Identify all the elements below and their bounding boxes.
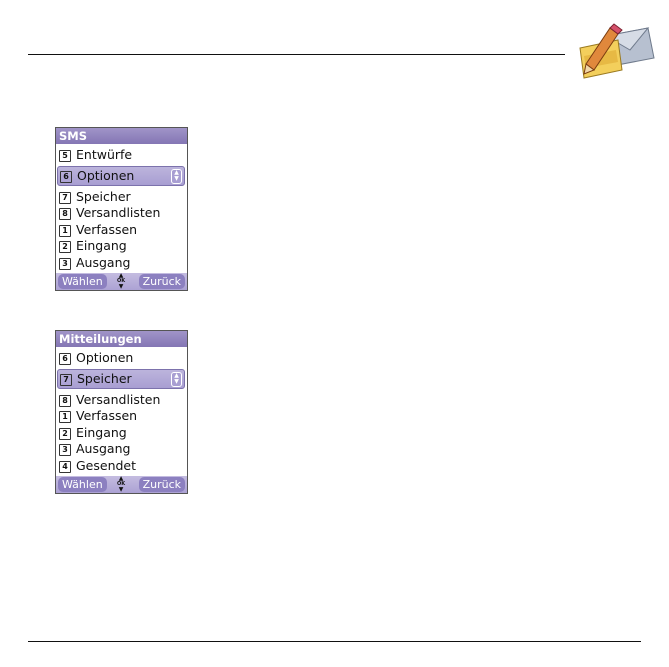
number-key-icon: 7 (60, 374, 72, 386)
menu-item-label: Speicher (77, 370, 132, 386)
softkey-bar (56, 476, 187, 493)
number-key-icon: 5 (59, 150, 71, 162)
back-softkey[interactable]: Zurück (139, 274, 185, 289)
number-key-icon: 2 (59, 428, 71, 440)
header-rule (28, 54, 565, 55)
screen-title: SMS (56, 128, 187, 144)
menu-item-label: Optionen (77, 167, 135, 183)
menu-item-label: Ausgang (76, 254, 131, 270)
nav-ok-icon[interactable]: ▲ OK ▼ (116, 475, 126, 493)
menu-item-verfassen[interactable] (56, 408, 187, 425)
menu-item-optionen[interactable] (57, 166, 185, 186)
menu-item-entwuerfe[interactable] (56, 147, 187, 164)
back-softkey[interactable]: Zurück (139, 477, 185, 492)
menu-item-label: Eingang (76, 238, 127, 253)
nav-ok-icon[interactable]: ▲ OK ▼ (116, 272, 126, 290)
menu-item-label: Verfassen (76, 408, 138, 423)
menu-item-eingang[interactable] (56, 238, 187, 255)
menu-item-label: Ausgang (76, 441, 131, 456)
menu-item-label: Eingang (76, 424, 127, 440)
menu-item-speicher[interactable] (57, 369, 185, 389)
menu-item-label: Speicher (76, 188, 131, 204)
menu-item-ausgang[interactable] (56, 441, 187, 458)
menu-item-speicher[interactable] (56, 189, 187, 206)
menu-item-label: Versandlisten (76, 391, 161, 407)
number-key-icon: 1 (59, 411, 71, 423)
menu-item-label: Entwürfe (76, 147, 133, 162)
menu-item-label: Verfassen (76, 221, 138, 237)
menu-item-label: Versandlisten (76, 205, 161, 220)
menu-item-label: Optionen (76, 350, 134, 365)
menu-item-eingang[interactable] (56, 425, 187, 442)
scroll-arrows-icon: ▲ ▼ (171, 169, 182, 184)
ok-label: OK (116, 278, 126, 284)
messages-menu-screen (55, 330, 188, 494)
screen-title: Mitteilungen (56, 331, 187, 347)
number-key-icon: 8 (59, 395, 71, 407)
footer-rule (28, 641, 641, 642)
menu-item-versandlisten[interactable] (56, 392, 187, 409)
menu-list (56, 350, 187, 474)
menu-list (56, 147, 187, 271)
number-key-icon: 3 (59, 444, 71, 456)
softkey-bar (56, 273, 187, 290)
number-key-icon: 7 (59, 192, 71, 204)
number-key-icon: 4 (59, 461, 71, 473)
number-key-icon: 2 (59, 241, 71, 253)
number-key-icon: 8 (59, 208, 71, 220)
menu-item-optionen[interactable] (56, 350, 187, 367)
number-key-icon: 3 (59, 258, 71, 270)
number-key-icon: 6 (59, 353, 71, 365)
ok-label: OK (116, 481, 126, 487)
scroll-arrows-icon: ▲ ▼ (171, 372, 182, 387)
menu-item-verfassen[interactable] (56, 222, 187, 239)
select-softkey[interactable]: Wählen (58, 477, 107, 492)
select-softkey[interactable]: Wählen (58, 274, 107, 289)
menu-item-label: Gesendet (76, 457, 137, 473)
menu-item-versandlisten[interactable] (56, 205, 187, 222)
sms-menu-screen (55, 127, 188, 291)
number-key-icon: 6 (60, 171, 72, 183)
menu-item-ausgang[interactable] (56, 255, 187, 272)
messages-pencil-envelope-icon (576, 22, 656, 82)
number-key-icon: 1 (59, 225, 71, 237)
menu-item-gesendet[interactable] (56, 458, 187, 475)
